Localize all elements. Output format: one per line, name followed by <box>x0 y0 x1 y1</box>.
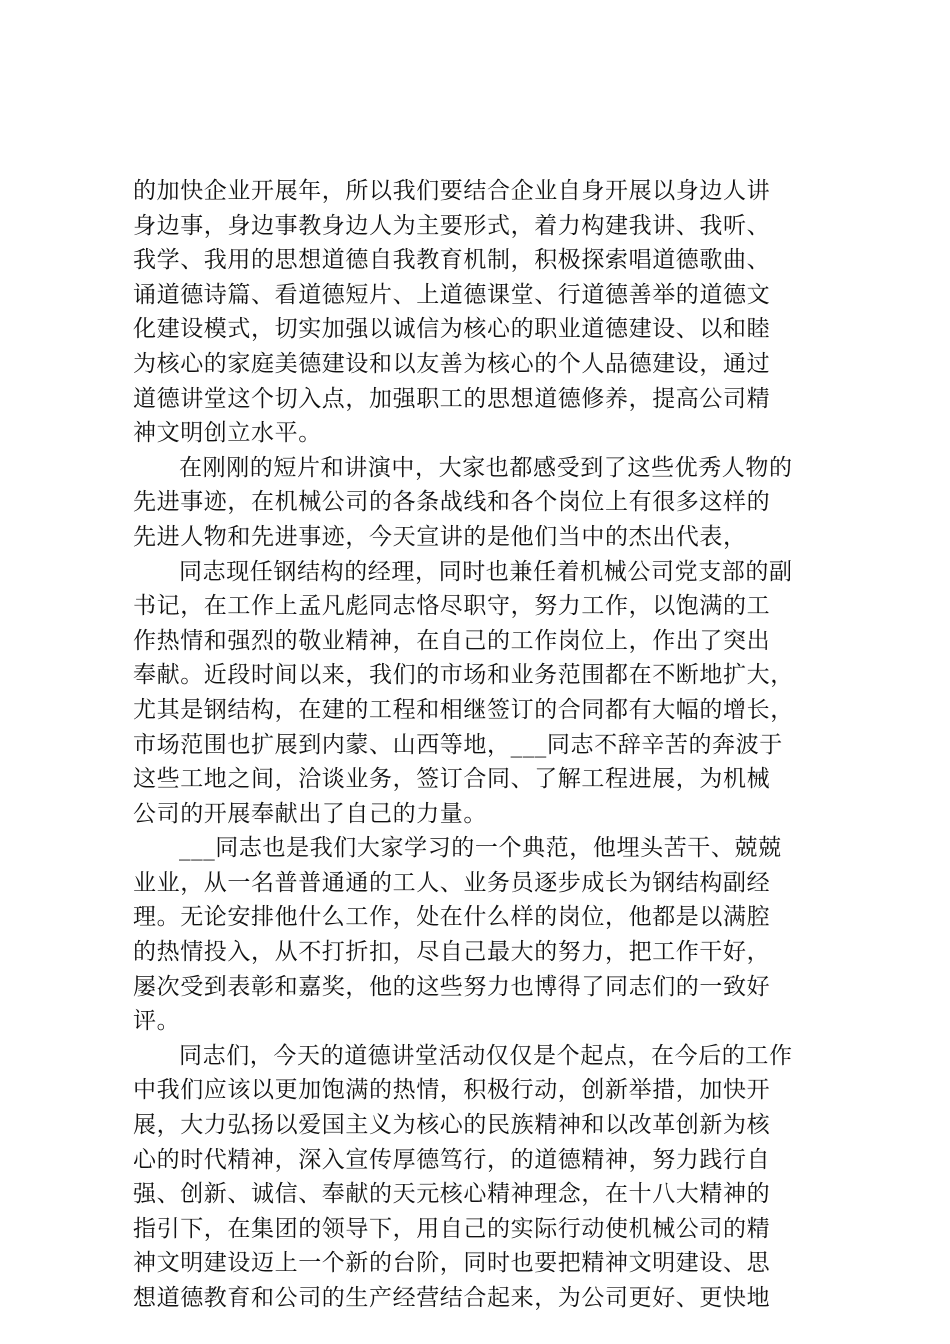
text-line: 奉献。近段时间以来，我们的市场和业务范围都在不断地扩大， <box>133 662 794 689</box>
text-line: 公司的开展奉献出了自己的力量。 <box>133 800 487 827</box>
paragraph-4 <box>133 831 833 1039</box>
text-line: 神文明创立水平。 <box>133 420 322 447</box>
text-line: 这些工地之间，洽谈业务，签订合同、了解工程进展，为机械 <box>133 766 771 793</box>
text-line: 的热情投入，从不打折扣，尽自己最大的努力，把工作干好， <box>133 939 771 966</box>
text-line: 指引下，在集团的领导下，用自己的实际行动使机械公司的精 <box>133 1215 771 1242</box>
text-line: 道德讲堂这个切入点，加强职工的思想道德修养，提高公司精 <box>133 385 771 412</box>
text-line: 屡次受到表彰和嘉奖，他的这些努力也博得了同志们的一致好 <box>133 973 771 1000</box>
text-line: 评。 <box>133 1008 181 1035</box>
text-line: 化建设模式，切实加强以诚信为核心的职业道德建设、以和睦 <box>133 316 771 343</box>
text-line: 身边事，身边事教身边人为主要形式，着力构建我讲、我听、 <box>133 212 771 239</box>
text-line: 先进事迹，在机械公司的各条战线和各个岗位上有很多这样的 <box>133 489 771 516</box>
text-line: 同志们，今天的道德讲堂活动仅仅是个起点，在今后的工作 <box>179 1042 793 1069</box>
text-line: 为核心的家庭美德建设和以友善为核心的个人品德建设，通过 <box>133 350 771 377</box>
paragraph-1 <box>133 174 833 451</box>
text-line: 书记，在工作上孟凡彪同志恪尽职守，努力工作，以饱满的工 <box>133 593 771 620</box>
paragraph-5 <box>133 1039 833 1316</box>
text-line: 心的时代精神，深入宣传厚德笃行，的道德精神，努力践行自 <box>133 1146 771 1173</box>
text-line: 先进人物和先进事迹，今天宣讲的是他们当中的杰出代表， <box>133 523 747 550</box>
text-line: 业业，从一名普普通通的工人、业务员逐步成长为钢结构副经 <box>133 869 771 896</box>
text-line: 诵道德诗篇、看道德短片、上道德课堂、行道德善举的道德文 <box>133 281 771 308</box>
text-line: 作热情和强烈的敬业精神，在自己的工作岗位上，作出了突出 <box>133 627 771 654</box>
text-line: 强、创新、诚信、奉献的天元核心精神理念，在十八大精神的 <box>133 1181 771 1208</box>
text-line: 理。无论安排他什么工作，处在什么样的岗位，他都是以满腔 <box>133 904 771 931</box>
text-line: 的加快企业开展年，所以我们要结合企业自身开展以身边人讲 <box>133 178 771 204</box>
text-line: 神文明建设迈上一个新的台阶，同时也要把精神文明建设、思 <box>133 1250 771 1277</box>
text-line: 在刚刚的短片和讲演中，大家也都感受到了这些优秀人物的 <box>179 454 793 481</box>
text-line: ___同志也是我们大家学习的一个典范，他埋头苦干、兢兢 <box>179 835 782 862</box>
paragraph-3 <box>133 555 833 832</box>
text-line: 市场范围也扩展到内蒙、山西等地，___同志不辞辛苦的奔波于 <box>133 731 783 758</box>
text-line: 中我们应该以更加饱满的热情，积极行动，创新举措，加快开 <box>133 1077 771 1104</box>
text-line: 我学、我用的思想道德自我教育机制，积极探索唱道德歌曲、 <box>133 247 771 274</box>
text-line: 想道德教育和公司的生产经营结合起来，为公司更好、更快地 <box>133 1285 771 1311</box>
text-line: 同志现任钢结构的经理，同时也兼任着机械公司党支部的副 <box>179 558 793 585</box>
document-body <box>133 174 833 1316</box>
paragraph-2 <box>133 451 833 555</box>
text-line: 展，大力弘扬以爱国主义为核心的民族精神和以改革创新为核 <box>133 1112 771 1139</box>
text-line: 尤其是钢结构，在建的工程和相继签订的合同都有大幅的增长， <box>133 696 794 723</box>
